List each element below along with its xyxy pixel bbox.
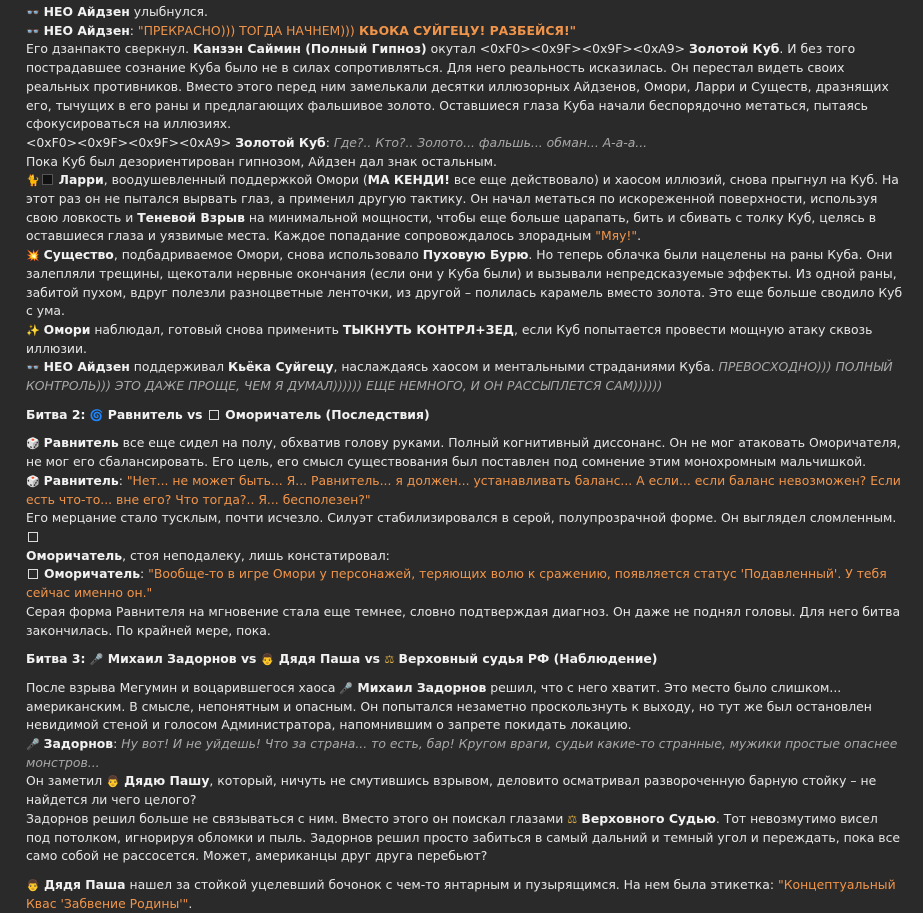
narration-kvass: 👨 Дядя Паша нашел за стойкой уцелевший бочонок с чем-то янтарным и пузырящимся. На нем была этикетка: "Концептуальный Квас 'Забвение Родины'". bbox=[26, 876, 896, 911]
cat-icon: 🐈 bbox=[26, 174, 40, 188]
message-omorichatel: Оморичатель: "Вообще-то в игре Омори у персонажей, теряющих волю к сражению, появляется статус 'Подавленный'. У тебя сейчас именно он." bbox=[26, 566, 887, 601]
speaker-name: Равнитель bbox=[43, 435, 119, 451]
narration-hypnosis: Его дзанпакто сверкнул. Канзэн Саймин (Полный Гипноз) окутал <0xF0><0x9F><0x9F><0xA9> Золотой Куб. И без того пострадавшее сознание Куба было не в силах сопротивляться. Для него реальность исказилась. Он перестал видеть своих реальных противников. Вместо этого перед ним замелькали десятки иллюзорных Айдзенов, Омори, Ларри и Существ, дразнящих его, тычущих в его раны и предлагающих фальшивое золото. Оставшиеся глаза Куба начали беспорядочно метаться, пытаясь сфокусироваться на иллюзиях. bbox=[26, 41, 889, 132]
message-aizen-shout: 👓 НЕО Айдзен: "ПРЕКРАСНО))) ТОГДА НАЧНЕМ))) КЬОКА СУЙГЕЦУ! РАЗБЕЙСЯ!" bbox=[26, 22, 577, 38]
speaker-name: НЕО Айдзен bbox=[43, 4, 130, 19]
speaker-name: НЕО Айдзен bbox=[43, 22, 130, 38]
speaker-name: Оморичатель bbox=[43, 566, 141, 582]
cyclone-icon: 🌀 bbox=[89, 408, 104, 422]
speaker-name: Золотой Куб bbox=[235, 134, 326, 150]
microphone-icon: 🎤 bbox=[339, 681, 354, 695]
message-aizen-control: 👓 НЕО Айдзен поддерживал Кьёка Суйгецу, наслаждаясь хаосом и ментальными страданиями Куба. ПРЕВОСХОДНО))) ПОЛНЫЙ КОНТРОЛЬ))) ЭТО ДАЖЕ ПРОЩЕ, ЧЕМ Я ДУМАЛ)))))) ЕЩЕ НЕМНОГО, И ОН РАССЫПЛЕТСЯ САМ)))))) bbox=[26, 359, 893, 394]
narration-signal: Пока Куб был дезориентирован гипнозом, Айдзен дал знак остальным. bbox=[26, 153, 497, 169]
bald-man-icon: 👨 bbox=[260, 653, 275, 667]
speaker-name: Равнитель bbox=[43, 472, 119, 488]
glasses-icon: 👓 bbox=[26, 24, 40, 38]
battle-3-heading: Битва 3: 🎤 Михаил Задорнов vs 👨 Дядя Паша vs ⚖ Верховный судья РФ (Наблюдение) bbox=[26, 651, 658, 667]
glasses-icon: 👓 bbox=[26, 6, 40, 19]
message-creature: 💥 Существо, подбадриваемое Омори, снова использовало Пуховую Бурю. Но теперь облачка были нацелены на раны Куба. Они залепляли трещины, щекотали нервные окончания (если они у Куба были) и вызывали непредсказуемые эффекты. Из одной раны, забитой пухом, вдруг полезли разноцветные ленточки, из другой – полилась карамель вместо золота. Это еще больше сводило Куб с ума. bbox=[26, 247, 903, 319]
message-equalizer: 🎲 Равнитель все еще сидел на полу, обхватив голову руками. Полный когнитивный диссонанс. Он не мог атаковать Оморичателя, не мог его сбалансировать. Его цель, его смысл существования был поставлен под сомнение этим монохромным мальчишкой. bbox=[26, 435, 901, 470]
message-equalizer-speech: 🎲 Равнитель: "Нет... не может быть... Я... Равнитель... я должен... устанавливать баланс... А если... если баланс невозможен? Если есть что-то... вне его? Что тогда?.. Я... бесполезен?" bbox=[26, 472, 901, 507]
message-larry: 🐈 Ларри, воодушевленный поддержкой Омори (МА КЕНДИ! все еще действовало) и хаосом иллюзий, снова прыгнул на Куб. На этот раз он не пытался вырвать глаз, а применил другую тактику. Он начал метаться по искореженной поверхности, используя свою ловкость и Теневой Взрыв на минимальной мощности, чтобы еще больше царапать, бить и сбивать с толку Куб, целясь в оставшиеся глаза и уязвимые места. Каждое попадание сопровождалось злорадным "Мяу!". bbox=[26, 172, 899, 244]
narration-grey-form: Серая форма Равнителя на мгновение стала еще темнее, словно подтверждая диагноз. Он даже не поднял головы. Для него битва закончилась. По крайней мере, пока. bbox=[26, 603, 901, 638]
dice-icon: 🎲 bbox=[26, 474, 40, 488]
scales-icon: ⚖ bbox=[567, 812, 578, 826]
black-square-icon bbox=[42, 174, 53, 185]
sparkle-icon: ✨ bbox=[26, 323, 40, 337]
narration-uncle-pasha: Он заметил 👨 Дядю Пашу, который, ничуть не смутившись взрывом, деловито осматривал развороченную барную стойку – не найдется ли чего целого? bbox=[26, 773, 877, 808]
message-zadornov: 🎤 Задорнов: Ну вот! И не уйдешь! Что за страна... то есть, бар! Кругом враги, судьи какие-то странные, мужики простые опаснее монстров... bbox=[26, 736, 898, 770]
white-square-icon bbox=[28, 569, 38, 579]
message-cube: <0xF0><0x9F><0x9F><0xA9> Золотой Куб: Где?.. Кто?.. Золото... фальшь... обман... А-а-а... bbox=[26, 134, 648, 150]
message-aizen-smile: 👓 НЕО Айдзен улыбнулся. bbox=[26, 4, 208, 19]
narration-flicker: Его мерцание стало тусклым, почти исчезло. Силуэт стабилизировался в серой, полупрозрачной форме. Он выглядел сломленным. Оморичатель, стоя неподалеку, лишь констатировал: bbox=[26, 510, 897, 563]
speaker-name: НЕО Айдзен bbox=[43, 359, 130, 375]
speaker-name: Ларри bbox=[58, 172, 104, 188]
speaker-name: Задорнов bbox=[43, 736, 114, 752]
burst-icon: 💥 bbox=[26, 249, 40, 263]
glasses-icon: 👓 bbox=[26, 361, 40, 375]
chat-log bbox=[26, 3, 905, 913]
message-omori: ✨ Омори наблюдал, готовый снова применить ТЫКНУТЬ КОНТРЛ+ЗЕД, если Куб попытается провести мощную атаку сквозь иллюзии. bbox=[26, 321, 873, 356]
scales-icon: ⚖ bbox=[384, 653, 395, 667]
bald-man-icon: 👨 bbox=[106, 775, 120, 789]
dice-icon: 🎲 bbox=[26, 437, 40, 451]
microphone-icon: 🎤 bbox=[26, 738, 40, 752]
microphone-icon: 🎤 bbox=[89, 653, 104, 667]
speaker-name: Существо bbox=[43, 247, 114, 263]
white-square-icon bbox=[28, 532, 38, 542]
battle-2-heading: Битва 2: 🌀 Равнитель vs Оморичатель (Последствия) bbox=[26, 406, 430, 422]
narration-judge: Задорнов решил больше не связываться с ним. Вместо этого он поискал глазами ⚖ Верховного Судью. Тот невозмутимо висел под потолком, игнорируя обломки и пыль. Задорнов решил просто забиться в самый дальний и темный угол и переждать, пока все само собой не рассосется. Может, американцы друг друга перебьют? bbox=[26, 810, 901, 864]
speaker-name: Омори bbox=[43, 321, 91, 337]
bald-man-icon: 👨 bbox=[26, 878, 40, 892]
white-square-icon bbox=[209, 410, 219, 420]
narration-zadornov-escape: После взрыва Мегумин и воцарившегося хаоса 🎤 Михаил Задорнов решил, что с него хватит. Это место было слишком... американским. В смысле, непонятным и опасным. Он попытался незаметно проскользнуть к выходу, но тут же был остановлен невидимой стеной и голосом Администратора, напомнившим о запрете покидать локацию. bbox=[26, 679, 872, 733]
